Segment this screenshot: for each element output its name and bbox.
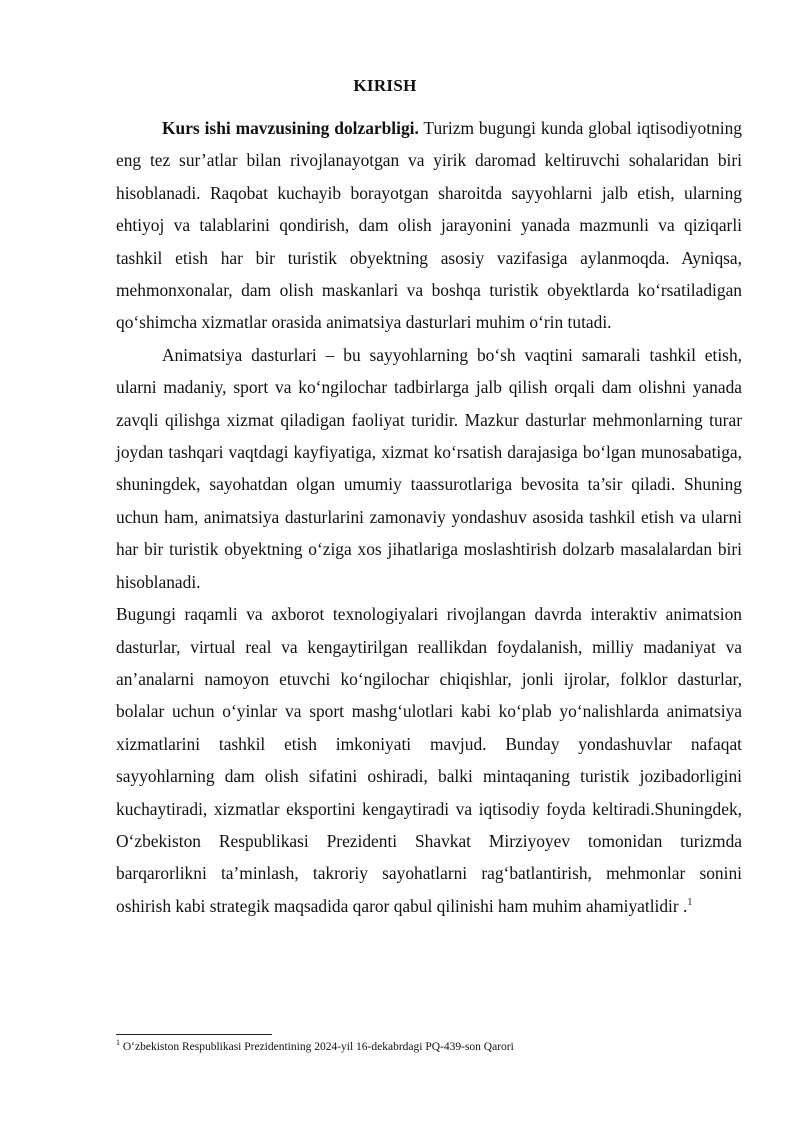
footnote	[116, 1040, 756, 1054]
page-title: KIRISH	[353, 76, 417, 95]
footnote-marker: 1	[116, 1038, 120, 1048]
document-body	[116, 112, 742, 922]
footnote-separator	[116, 1034, 272, 1035]
paragraph-text: Turizm bugungi kunda global iqtisodiyotning eng tez sur’atlar bilan rivojlanayotgan va yirik daromad keltiruvchi sohalaridan biri hisoblanadi. Raqobat kuchayib borayotgan sharoitda sayyohlarni jalb etish, ularning ehtiyoj va talablarini qondirish, dam olish jarayonini yanada mazmunli va qiziqarli tashkil etish har bir turistik obyektning asosiy vazifasiga aylanmoqda. Ayniqsa, mehmonxonalar, dam olish maskanlari va boshqa turistik obyektlarda ko‘rsatiladigan qo‘shimcha xizmatlar orasida animatsiya dasturlari muhim o‘rin tutadi.	[116, 118, 742, 333]
paragraph-relevance	[116, 112, 742, 339]
footnote-reference[interactable]: 1	[687, 896, 693, 908]
paragraph-animation-programs: Animatsiya dasturlari – bu sayyohlarning bo‘sh vaqtini samarali tashkil etish, ularni madaniy, sport va ko‘ngilochar tadbirlarga jalb qilish orqali dam olishni yanada zavqli qilishga xizmat qiladigan faoliyat turidir. Mazkur dasturlar mehmonlarning turar joydan tashqari vaqtdagi kayfiyatiga, xizmat ko‘rsatish darajasiga bo‘lgan munosabatiga, shuningdek, sayohatdan olgan umumiy taassurotlariga bevosita ta’sir qiladi. Shuning uchun ham, animatsiya dasturlarini zamonaviy yondashuv asosida tashkil etish va ularni har bir turistik obyektning o‘ziga xos jihatlariga moslashtirish dolzarb masalalardan biri hisoblanadi.	[116, 344, 742, 592]
footnote-text: O‘zbekiston Respublikasi Prezidentining 2024-yil 16-dekabrdagi PQ-439-son Qarori	[120, 1041, 514, 1053]
paragraph-text: Bugungi raqamli va axborot texnologiyalari rivojlangan davrda interaktiv animatsion dasturlar, virtual real va kengaytirilgan reallikdan foydalanish, milliy madaniyat va an’analarni namoyon etuvchi ko‘ngilochar chiqishlar, jonli ijrolar, folklor dasturlar, bolalar uchun o‘yinlar va sport mashg‘ulotlari kabi ko‘plab yo‘nalishlarda animatsiya xizmatlarini tashkil etish imkoniyati mavjud. Bunday yondashuvlar nafaqat sayyohlarning dam olish sifatini oshiradi, balki mintaqaning turistik jozibadorligini kuchaytiradi, xizmatlar eksportini kengaytiradi va iqtisodiy foyda keltiradi.Shuningdek, O‘zbekiston Respublikasi Prezidenti Shavkat Mirziyoyev tomonidan turizmda barqarorlikni ta’minlash, takroriy sayohatlarni rag‘batlantirish, mehmonlar sonini oshirish kabi strategik maqsadida qaror qabul qilinishi ham muhim ahamiyatlidir .	[116, 604, 742, 916]
paragraph-digital-technologies	[116, 598, 742, 922]
paragraph-lead: Kurs ishi mavzusining dolzarbligi.	[162, 118, 419, 138]
